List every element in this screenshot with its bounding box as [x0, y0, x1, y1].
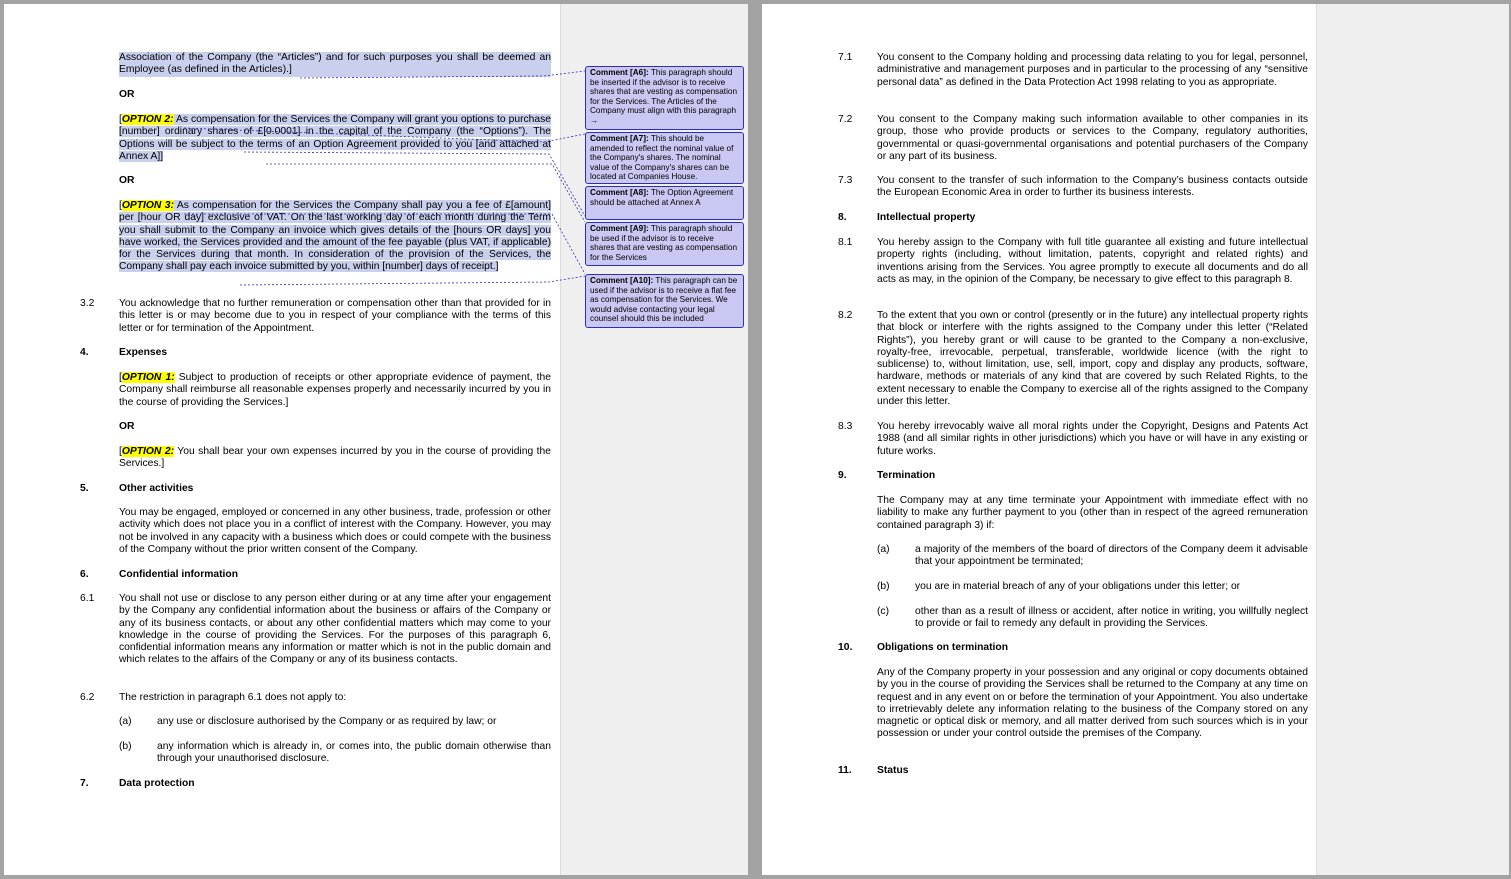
clause-number: 7.3 [838, 175, 853, 186]
comment-a8[interactable] [585, 186, 744, 220]
heading-confidential-information: Confidential information [119, 569, 238, 580]
option-3-paragraph[interactable]: [OPTION 3: As compensation for the Services the Company shall pay you a fee of £[amount] per [hour OR day] exclusive of VAT. On the last working day of each month during the Term you shall submit to the Company an invoice which gives details of the [hours OR days] you have worked, the Services provided and the amount of the fee payable (plus VAT, if applicable) for the Services during that month. In consideration of the provision of the Services, the Company shall pay each invoice submitted by you, within [number] days of receipt.] [119, 200, 551, 273]
heading-data-protection: Data protection [119, 778, 195, 789]
clause-8-2-text[interactable]: To the extent that you own or control (presently or in the future) any intellectual property rights that block or interfere with the rights assigned to the Company under this letter (“Related Rights”), you hereby grant or will cause to be granted to the Company a non-exclusive, royalty-free, irrevocable, perpetual, transferable, worldwide licence (with the right to sublicense) to, without limitation, use, sell, import, copy and display any products, software, hardware, methods or materials of any kind that are covered by such Related Rights, to the extent necessary to enable the Company to exercise all of the rights assigned to the Company under this letter. [877, 310, 1308, 407]
option-2-tag: OPTION 2: [121, 446, 174, 457]
heading-obligations-on-termination: Obligations on termination [877, 642, 1008, 653]
comment-text: This paragraph can be used if the advisor is to receive a flat fee as compensation for the Services. We would advise contacting your legal counsel should this be included [590, 276, 738, 324]
comment-a10[interactable] [585, 274, 744, 328]
clause-number: 5. [80, 483, 89, 494]
expenses-option-2[interactable]: [OPTION 2: You shall bear your own expenses incurred by you in the course of providing the Services.] [119, 446, 551, 470]
heading-expenses: Expenses [119, 347, 168, 358]
clause-number: 9. [838, 470, 847, 481]
comment-label: Comment [A6]: [590, 68, 649, 77]
clause-6-2-text[interactable]: The restriction in paragraph 6.1 does not apply to: [119, 692, 347, 703]
clause-6-2-a-text[interactable]: any use or disclosure authorised by the Company or as required by law; or [157, 716, 497, 727]
comment-text: This should be amended to reflect the nominal value of the Company's shares. The nominal value of the Company's shares can be located at Companies House. [590, 134, 734, 182]
comment-a6[interactable] [585, 66, 744, 130]
clause-9-c-text[interactable]: other than as a result of illness or accident, after notice in writing, you willfully neglect to provide or fail to remedy any default in providing the Services. [915, 606, 1308, 630]
clause-10-text[interactable]: Any of the Company property in your possession and any original or copy documents obtained by you in the course of providing the Services shall be returned to the Company at any time on request and in any event on or before the termination of your Appointment. You also undertake to irretrievably delete any information relating to the business of the Company stored on any magnetic or optical disk or memory, and all matter derived from such sources which is in your possession or under your control outside the premises of the Company. [877, 667, 1308, 740]
comment-label: Comment [A7]: [590, 134, 649, 143]
heading-intellectual-property: Intellectual property [877, 212, 976, 223]
comment-text: This paragraph should be inserted if the advisor is to receive shares that are vesting as compensation for the Services. The Articles of the Company must align with this paragraph → [590, 68, 738, 125]
document-page-right [762, 4, 1509, 875]
clause-9-text[interactable]: The Company may at any time terminate your Appointment with immediate effect with no liability to make any further payment to you (other than in respect of the agreed remuneration contained paragraph 3) if: [877, 495, 1308, 531]
comment-a9[interactable] [585, 222, 744, 266]
clause-number: 7. [80, 778, 89, 789]
paragraph-articles[interactable]: Association of the Company (the “Articles”) and for such purposes you shall be deemed an Employee (as defined in the Articles).] [119, 52, 551, 76]
clause-number: 6.1 [80, 593, 95, 604]
clause-number: 6.2 [80, 692, 95, 703]
clause-3-2-text[interactable]: You acknowledge that no further remuneration or compensation other than that provided for in this letter is or may become due to you in respect of your compliance with the terms of this letter or for termination of the Appointment. [119, 298, 551, 334]
option-2-paragraph[interactable]: [OPTION 2: As compensation for the Services the Company will grant you options to purchase [number] ordinary shares of £[0.0001] in the capital of the Company (the “Options”). The Options will be subject to the terms of an Option Agreement provided to you [and attached at Annex A]] [119, 114, 551, 162]
expenses-option-1[interactable]: [OPTION 1: Subject to production of receipts or other appropriate evidence of payment, the Company shall reimburse all reasonable expenses properly and necessarily incurred by you in the course of providing the Services.] [119, 372, 551, 408]
option-2-tag: OPTION 2: [121, 114, 174, 125]
comment-label: Comment [A10]: [590, 276, 654, 285]
clause-6-1-text[interactable]: You shall not use or disclose to any person either during or at any time after your engagement by the Company any confidential information about the business or affairs of the Company or any of its business contacts, or about any other confidential matters which may come to your knowledge in the course of providing the Services. For the purposes of this paragraph 6, confidential information means any information or matter which is not in the public domain and which relates to the affairs of the Company or any of its business contacts. [119, 593, 551, 666]
clause-number: 11. [838, 765, 852, 776]
option-3-text: As compensation for the Services the Company shall pay you a fee of £[amount] per [hour OR day] exclusive of VAT. On the last working day of each month during the Term you shall submit to the Company an invoice which gives details of the [hours OR days] you have worked, the Services provided and the amount of the fee payable (plus VAT, if applicable) for the Services during that month. In consideration of the provision of the Services, the Company shall pay each invoice submitted by you, within [number] days of receipt.] [119, 200, 551, 273]
heading-status: Status [877, 765, 909, 776]
list-marker: (a) [877, 544, 890, 555]
comment-text: This paragraph should be used if the advisor is to receive shares that are vesting as compensation for the Services [590, 224, 738, 262]
clause-number: 3.2 [80, 298, 95, 309]
clause-number: 6. [80, 569, 89, 580]
clause-8-1-text[interactable]: You hereby assign to the Company with full title guarantee all existing and future intellectual property rights (including, without limitation, patents, copyright and related rights) and inventions arising from the Services. You agree promptly to execute all documents and do all acts as may, in the opinion of the Company, be necessary to give effect to this paragraph 8. [877, 237, 1308, 285]
list-marker: (b) [119, 741, 132, 752]
clause-number: 7.2 [838, 114, 853, 125]
clause-number: 8. [838, 212, 847, 223]
or-divider: OR [119, 89, 135, 100]
comment-margin [1316, 4, 1509, 875]
document-page-left [4, 4, 748, 875]
list-marker: (c) [877, 606, 890, 617]
clause-number: 8.1 [838, 237, 853, 248]
expenses-option-1-text: Subject to production of receipts or other appropriate evidence of payment, the Company shall reimburse all reasonable expenses properly and necessarily incurred by you in the course of providing the Services.] [119, 372, 551, 408]
list-marker: (b) [877, 581, 890, 592]
option-3-tag: OPTION 3: [121, 200, 174, 211]
heading-termination: Termination [877, 470, 936, 481]
clause-6-2-b-text[interactable]: any information which is already in, or comes into, the public domain otherwise than through your unauthorised disclosure. [157, 741, 551, 765]
clause-number: 8.3 [838, 421, 853, 432]
comment-text: The Option Agreement should be attached at Annex A [590, 188, 734, 207]
or-divider: OR [119, 421, 135, 432]
comment-a7[interactable] [585, 132, 744, 184]
clause-number: 7.1 [838, 52, 853, 63]
option-2-text: As compensation for the Services the Company will grant you options to purchase [number] ordinary shares of £[0.0001] in the capital of the Company (the “Options”). The Options will be subject to the terms of an Option Agreement provided to you [and attached at Annex A]] [119, 114, 551, 162]
heading-other-activities: Other activities [119, 483, 194, 494]
clause-9-a-text[interactable]: a majority of the members of the board of directors of the Company deem it advisable that your appointment be terminated; [915, 544, 1308, 568]
clause-number: 8.2 [838, 310, 853, 321]
list-marker: (a) [119, 716, 132, 727]
or-divider: OR [119, 175, 135, 186]
clause-8-3-text[interactable]: You hereby irrevocably waive all moral rights under the Copyright, Designs and Patents Act 1988 (and all similar rights in other jurisdictions) which you have or will have in any existing or future works. [877, 421, 1308, 457]
option-1-tag: OPTION 1: [121, 372, 175, 383]
clause-7-1-text[interactable]: You consent to the Company holding and processing data relating to you for legal, personnel, administrative and management purposes and in particular to the processing of any “sensitive personal data” as defined in the Data Protection Act 1998 relating to you as appropriate. [877, 52, 1308, 88]
clause-9-b-text[interactable]: you are in material breach of any of your obligations under this letter; or [915, 581, 1241, 592]
clause-number: 10. [838, 642, 853, 653]
comment-label: Comment [A9]: [590, 224, 649, 233]
expenses-option-2-text: You shall bear your own expenses incurred by you in the course of providing the Services.] [119, 446, 551, 470]
clause-5-text[interactable]: You may be engaged, employed or concerned in any other business, trade, profession or other activity which does not place you in a conflict of interest with the Company. However, you may not be involved in any capacity with a business which does or could compete with the business of the Company without the prior written consent of the Company. [119, 507, 551, 555]
comment-label: Comment [A8]: [590, 188, 649, 197]
clause-7-3-text[interactable]: You consent to the transfer of such information to the Company’s business contacts outside the European Economic Area in order to further its business interests. [877, 175, 1308, 199]
clause-number: 4. [80, 347, 89, 358]
clause-7-2-text[interactable]: You consent to the Company making such information available to other companies in its group, those who provide products or services to the Company, regulatory authorities, governmental or quasi-governmental organisations and potential purchasers of the Company or any part of its business. [877, 114, 1308, 162]
